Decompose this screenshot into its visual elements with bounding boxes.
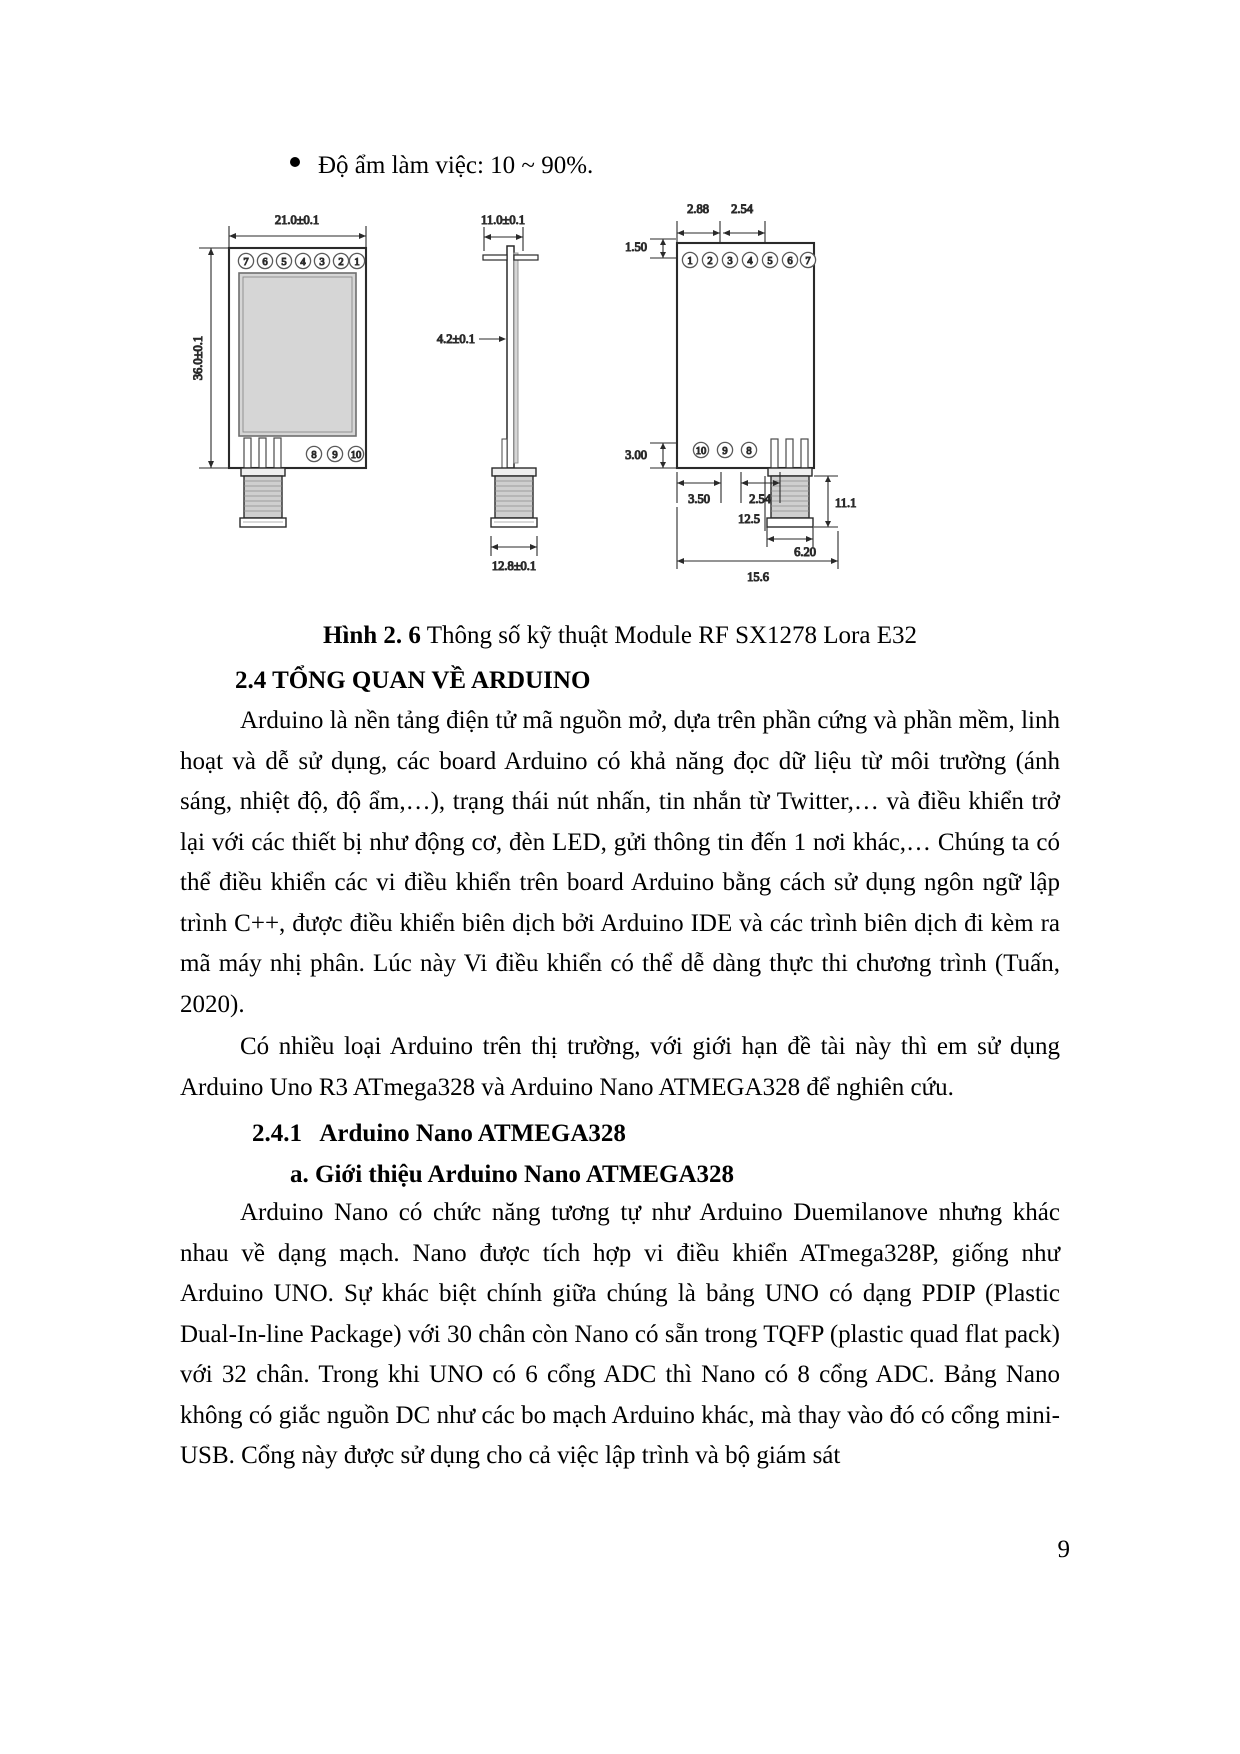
svg-text:3: 3: [319, 257, 325, 269]
heading-section-2-4-1-number: 2.4.1: [252, 1120, 302, 1148]
heading-section-2-4: [235, 665, 1060, 698]
heading-section-2-4-1-title: Arduino Nano ATMEGA328: [319, 1120, 626, 1148]
dim-connector-height: 11.1: [835, 496, 857, 511]
svg-text:5: 5: [281, 257, 287, 269]
svg-text:4: 4: [300, 257, 306, 269]
page-content: [180, 150, 1060, 1479]
figure-technical-drawing: [180, 191, 1060, 616]
svg-text:8: 8: [311, 450, 317, 462]
dim-pad-offset: 2.88: [687, 202, 709, 217]
dim-side-thickness: 4.2±0.1: [436, 332, 475, 347]
heading-section-2-4-number: 2.4: [235, 666, 267, 694]
dim-side-width: 11.0±0.1: [481, 213, 525, 228]
heading-section-2-4-title: TỔNG QUAN VỀ ARDUINO: [272, 666, 591, 694]
svg-text:2: 2: [338, 257, 344, 269]
figure-caption-label: Hình 2. 6: [322, 622, 421, 650]
svg-text:9: 9: [332, 450, 338, 462]
svg-text:8: 8: [746, 446, 752, 458]
svg-text:6: 6: [262, 257, 268, 269]
svg-text:10: 10: [350, 450, 362, 462]
module-dimension-drawing: [180, 191, 1060, 616]
svg-text:7: 7: [805, 256, 811, 268]
figure-caption: [180, 620, 1060, 653]
dim-top-margin: 1.50: [625, 240, 647, 255]
dim-connector-width-back: 6.20: [794, 545, 816, 560]
dim-inner-overall: 12.5: [738, 512, 760, 527]
svg-text:3: 3: [727, 256, 733, 268]
bullet-list-item: [290, 150, 1060, 181]
paragraph-arduino-types: Có nhiều loại Arduino trên thị trường, với giới hạn đề tài này thì em sử dụng Arduino Uno R3 ATmega328 và Arduino Nano ATMEGA328 để nghiên cứu.: [180, 1033, 1060, 1101]
heading-section-2-4-1-a: a. Giới thiệu Arduino Nano ATMEGA328: [290, 1160, 735, 1188]
dim-bottom-mid: 2.54: [749, 492, 771, 507]
bullet-dot-icon: [290, 157, 300, 167]
dim-bottom-left: 3.50: [688, 492, 710, 507]
paragraph-arduino-overview: Arduino là nền tảng điện tử mã nguồn mở, dựa trên phần cứng và phần mềm, linh hoạt và dễ sử dụng, các board Arduino có khả năng đọc dữ liệu từ môi trường (ánh sáng, nhiệt độ, độ ẩm,…), trạng thái nút nhấn, tin nhắn từ Twitter,… và điều khiển trở lại với các thiết bị như động cơ, đèn LED, gửi thông tin đến 1 nơi khác,… Chúng ta có thể điều khiển các vi điều khiển trên board Arduino bằng cách sử dụng ngôn ngữ lập trình C++, được điều khiển biên dịch bởi Arduino IDE và các trình biên dịch đi kèm ra mã máy nhị phân. Lúc này Vi điều khiển có thể dễ dàng thực thi chương trình (Tuấn, 2020).: [180, 707, 1060, 1018]
svg-text:1: 1: [354, 257, 360, 269]
svg-text:5: 5: [767, 256, 773, 268]
svg-text:7: 7: [243, 257, 249, 269]
dim-connector-width: 12.8±0.1: [491, 559, 537, 574]
bullet-item-text: Độ ẩm làm việc: 10 ~ 90%.: [318, 152, 594, 179]
dim-pad-pitch: 2.54: [731, 202, 753, 217]
dim-front-width: 21.0±0.1: [274, 213, 320, 228]
svg-text:9: 9: [722, 446, 728, 458]
svg-text:1: 1: [687, 256, 693, 268]
page-number: 9: [1057, 1536, 1070, 1563]
figure-caption-text: Thông số kỹ thuật Module RF SX1278 Lora E32: [420, 622, 917, 650]
front-view-bottom-pins: [306, 447, 363, 462]
back-view-bottom-pins: [693, 443, 756, 458]
svg-text:6: 6: [787, 256, 793, 268]
svg-text:4: 4: [747, 256, 753, 268]
dim-front-height: 36.0±0.1: [191, 336, 205, 381]
svg-text:10: 10: [695, 446, 707, 458]
heading-section-2-4-1: [252, 1118, 1060, 1151]
svg-text:2: 2: [707, 256, 713, 268]
paragraph-nano-intro: Arduino Nano có chức năng tương tự như Arduino Duemilanove nhưng khác nhau về dạng mạch. Nano được tích hợp vi điều khiển ATmega328P, giống như Arduino UNO. Sự khác biệt chính giữa chúng là bảng UNO có dạng PDIP (Plastic Dual-In-line Package) với 30 chân còn Nano có sẵn trong TQFP (plastic quad flat pack) với 32 chân. Trong khi UNO có 6 cổng ADC thì Nano có 8 cổng ADC. Bảng Nano không có giắc nguồn DC như các bo mạch Arduino khác, mà thay vào đó có cổng mini-USB. Cổng này được sử dụng cho cả việc lập trình và bộ giám sát: [180, 1199, 1060, 1470]
dim-overall-width: 15.6: [747, 570, 769, 585]
dim-bottom-margin: 3.00: [625, 448, 647, 463]
